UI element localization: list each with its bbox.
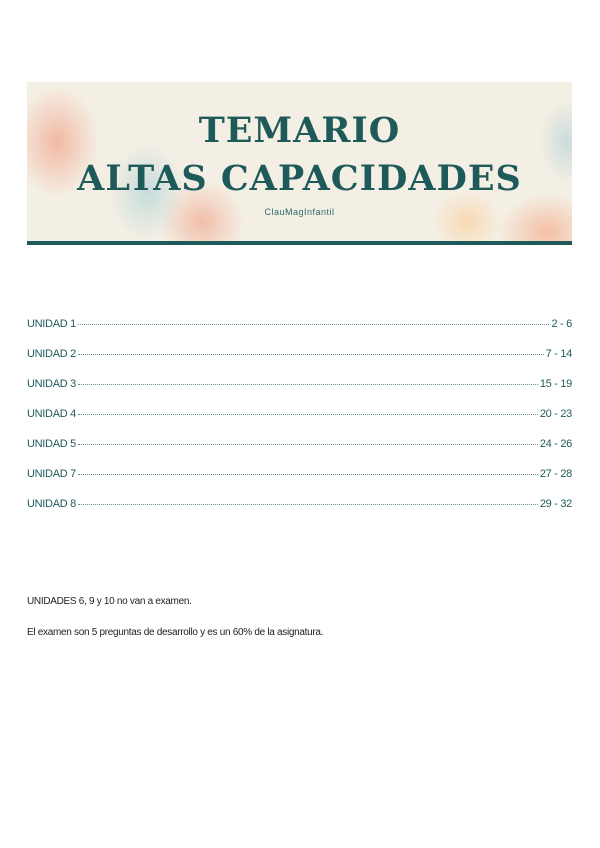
toc-entry-unidad-3[interactable]: [27, 378, 572, 408]
toc-dot-leader: [78, 444, 538, 445]
toc-dot-leader: [78, 324, 550, 325]
toc-dot-leader: [78, 504, 538, 505]
toc-entry-pages: 2 - 6: [551, 318, 572, 330]
toc-entry-unidad-4[interactable]: [27, 408, 572, 438]
toc-entry-unidad-5[interactable]: [27, 438, 572, 468]
toc-entry-label: UNIDAD 3: [27, 378, 76, 390]
toc-entry-pages: 24 - 26: [539, 438, 572, 450]
toc-entry-unidad-8[interactable]: [27, 498, 572, 528]
toc-entry-pages: 15 - 19: [539, 378, 572, 390]
toc-entry-pages: 27 - 28: [539, 468, 572, 480]
toc-entry-label: UNIDAD 1: [27, 318, 76, 330]
toc-entry-label: UNIDAD 4: [27, 408, 76, 420]
banner-underline: [27, 241, 572, 245]
toc-entry-label: UNIDAD 8: [27, 498, 76, 510]
toc-dot-leader: [78, 474, 538, 475]
toc-entry-label: UNIDAD 2: [27, 348, 76, 360]
toc-entry-label: UNIDAD 5: [27, 438, 76, 450]
toc-entry-unidad-1[interactable]: [27, 318, 572, 348]
toc-dot-leader: [78, 354, 544, 355]
table-of-contents: [27, 318, 572, 528]
author-name: ClauMagInfantil: [264, 207, 335, 217]
toc-dot-leader: [78, 384, 538, 385]
toc-dot-leader: [78, 414, 538, 415]
toc-entry-unidad-7[interactable]: [27, 468, 572, 498]
toc-entry-label: UNIDAD 7: [27, 468, 76, 480]
exam-format-note: El examen son 5 preguntas de desarrollo y es un 60% de la asignatura.: [27, 627, 324, 638]
page-title-line-1: TEMARIO: [198, 110, 401, 151]
toc-entry-pages: 29 - 32: [539, 498, 572, 510]
toc-entry-unidad-2[interactable]: [27, 348, 572, 378]
toc-entry-pages: 20 - 23: [539, 408, 572, 420]
toc-entry-pages: 7 - 14: [545, 348, 572, 360]
exam-exclusions-note: UNIDADES 6, 9 y 10 no van a examen.: [27, 596, 192, 607]
page-title-line-2: ALTAS CAPACIDADES: [77, 158, 522, 199]
